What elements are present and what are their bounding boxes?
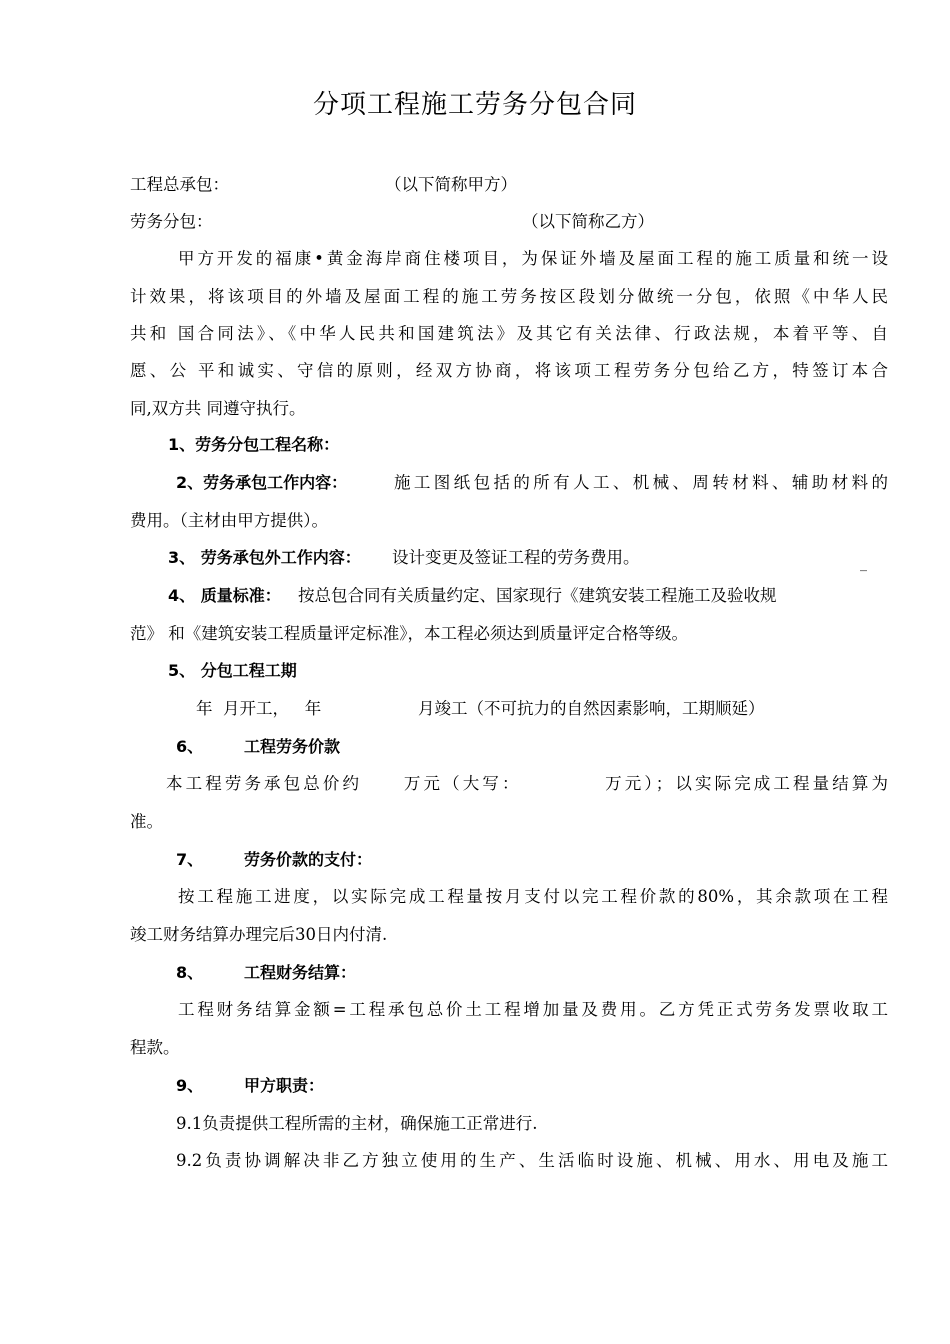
intro-line: 计效果，将该项目的外墙及屋面工程的施工劳务按区段划分做统一分包，依照《中华人民 (130, 287, 888, 306)
section-7-title: 劳务价款的支付： (244, 850, 373, 869)
section-6-title: 工程劳务价款 (244, 737, 341, 756)
party-b-note: （以下简称乙方） (522, 212, 654, 231)
section-6-number: 6、 (176, 737, 204, 756)
stray-mark: _ (860, 556, 867, 572)
intro-line: 甲方开发的福康•黄金海岸商住楼项目，为保证外墙及屋面工程的施工质量和统一设 (178, 249, 888, 268)
section-8-text-cont: 程款。 (130, 1038, 180, 1057)
section-4-text: 按总包合同有关质量约定、国家现行《建筑安装工程施工及验收规 (298, 586, 777, 605)
section-9-item: 9.2负责协调解决非乙方独立使用的生产、生活临时设施、机械、用水、用电及施工 (176, 1151, 888, 1170)
section-8-number: 8、 (176, 963, 204, 982)
intro-line: 共和 国合同法》、《中华人民共和国建筑法》及其它有关法律、行政法规，本着平等、自 (130, 324, 888, 343)
section-9-item: 9.1负责提供工程所需的主材，确保施工正常进行. (176, 1114, 538, 1133)
document-title: 分项工程施工劳务分包合同 (312, 90, 637, 120)
section-5-heading: 5、 分包工程工期 (168, 661, 297, 680)
section-9-number: 9、 (176, 1076, 204, 1095)
section-3-text: 设计变更及签证工程的劳务费用。 (392, 548, 640, 567)
section-5-end: 月竣工（不可抗力的自然因素影响，工期顺延） (418, 699, 765, 718)
section-3-heading: 3、 劳务承包外工作内容： (168, 548, 361, 567)
section-9-title: 甲方职责： (244, 1076, 325, 1095)
party-a-label: 工程总承包： (130, 175, 229, 194)
section-2-heading: 2、劳务承包工作内容： (176, 473, 348, 492)
section-6-text-cont: 准。 (130, 812, 163, 831)
section-7-text: 按工程施工进度，以实际完成工程量按月支付以完工程价款的80%，其余款项在工程 (178, 887, 888, 906)
section-6-text: 本工程劳务承包总价约 万元（大写： 万元）；以实际完成工程量结算为 (166, 774, 888, 793)
section-7-text-cont: 竣工财务结算办理完后30日内付清. (130, 925, 388, 944)
party-b-label: 劳务分包： (130, 212, 213, 231)
section-2-text-cont: 费用。（主材由甲方提供）。 (130, 511, 328, 530)
intro-line: 愿、公 平和诚实、守信的原则，经双方协商，将该项工程劳务分包给乙方，特签订本合 (130, 361, 888, 380)
section-5-start: 年 月开工， 年 (196, 699, 322, 718)
section-4-text-cont: 范》 和《建筑安装工程质量评定标准》，本工程必须达到质量评定合格等级。 (130, 624, 688, 643)
section-1-heading: 1、劳务分包工程名称： (168, 435, 340, 454)
section-2-text: 施工图纸包括的所有人工、机械、周转材料、辅助材料的 (394, 473, 888, 492)
party-a-note: （以下简称甲方） (385, 175, 517, 194)
section-7-number: 7、 (176, 850, 204, 869)
intro-line: 同,双方共 同遵守执行。 (130, 399, 306, 418)
section-8-title: 工程财务结算： (244, 963, 357, 982)
section-4-heading: 4、 质量标准： (168, 586, 281, 605)
section-8-text: 工程财务结算金额=工程承包总价土工程增加量及费用。乙方凭正式劳务发票收取工 (178, 1000, 888, 1019)
